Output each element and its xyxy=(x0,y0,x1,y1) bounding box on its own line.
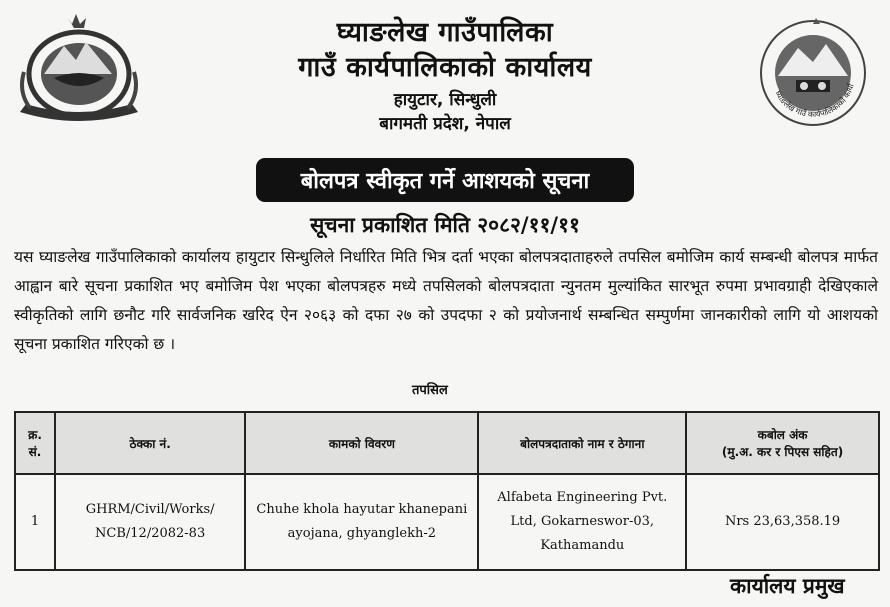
schedule-label: तपसिल xyxy=(412,383,448,398)
published-date: सूचना प्रकाशित मिति २०८२/११/११ xyxy=(310,213,580,237)
letterhead xyxy=(0,16,890,136)
logo-ring-text: घ्याङलेख गाउँ कार्यपालिकाको कार्या xyxy=(773,82,856,119)
header-description: कामको विवरण xyxy=(245,412,478,474)
table-row xyxy=(15,474,879,570)
notice-body: यस घ्याङलेख गाउँपालिकाको कार्यालय हायुटार सिन्धुलिले निर्धारित मिति भित्र दर्ता भएका बोलपत्रदाताहरुले तपसिल बमोजिम कार्य सम्बन्धी बोलपत्र मार्फत आह्वान बारे सूचना प्रकाशित भए बमोजिम पेश भएका बोलपत्रहरु मध्ये तपसिलको बोलपत्रदाता न्युनतम मुल्यांकित सारभूत रुपमा प्रभावग्राही देखिएकाले स्वीकृतिको लागि छनौट गरि सार्वजनिक खरिद ऐन २०६३ को दफा २७ को उपदफा २ को प्रयोजनार्थ सम्बन्धित सम्पुर्णमा जानकारीको लागि यो आशयको सूचना प्रकाशित गरिएको छ । xyxy=(14,248,878,353)
cell-sn: 1 xyxy=(15,474,55,570)
header-bidder: बोलपत्रदाताको नाम र ठेगाना xyxy=(478,412,686,474)
office-name: गाउँ कार्यपालिकाको कार्यालय xyxy=(298,52,592,83)
cell-description: Chuhe khola hayutar khanepani ayojana, ghyanglekh-2 xyxy=(245,474,478,570)
province-country: बागमती प्रदेश, नेपाल xyxy=(379,114,511,134)
signature-title: कार्यालय प्रमुख xyxy=(730,574,845,598)
header-contract-no: ठेक्का नं. xyxy=(55,412,245,474)
cell-contract-no: GHRM/Civil/Works/ NCB/12/2082-83 xyxy=(55,474,245,570)
notice-title: बोलपत्र स्वीकृत गर्ने आशयको सूचना xyxy=(256,158,634,202)
bid-table xyxy=(14,411,880,571)
cell-bidder: Alfabeta Engineering Pvt. Ltd, Gokarneswor-03, Kathamandu xyxy=(478,474,686,570)
office-address: हायुटार, सिन्धुली xyxy=(393,90,497,110)
header-sn: क्र. सं. xyxy=(15,412,55,474)
header-amount: कबोल अंक (मु.अ. कर र पिएस सहित) xyxy=(686,412,879,474)
cell-amount: Nrs 23,63,358.19 xyxy=(686,474,879,570)
municipality-name: घ्याङलेख गाउँपालिका xyxy=(336,17,554,48)
table-header-row xyxy=(15,412,879,474)
